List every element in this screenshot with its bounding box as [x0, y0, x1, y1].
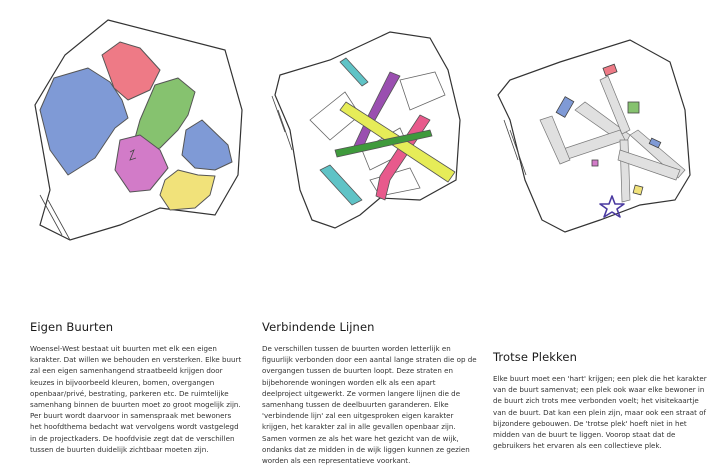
place-yellow: [633, 185, 643, 195]
section-title: Verbindende Lijnen: [262, 320, 375, 334]
map-verbindende-lijnen: [250, 0, 485, 250]
section-trotse-plekken: [493, 350, 708, 451]
section-title: Trotse Plekken: [493, 350, 577, 364]
section-verbindende-lijnen: [262, 320, 477, 466]
map-eigen-buurten: [10, 0, 250, 250]
section-body: Woensel-West bestaat uit buurten met elk een eigen karakter. Dat willen we behouden en versterken. Elke buurt zal een eigen samenhangend straatbeeld krijgen door keuzes in bijvoorbeeld kleuren, bomen, overgangen openbaar/privé, bestrating, parkeren etc. De ruimtelijke samenhang binnen de buurten moet zo groot mogelijk zijn. Per buurt wordt daarvoor in samenspraak met bewoners het hoofdthema bedacht wat vervolgens wordt vastgelegd in de projectkaders. De hoofdvisie zegt dat de verschillen tussen de buurten duidelijk zichtbaar moeten zijn.: [30, 344, 242, 454]
map-trotse-plekken: [480, 0, 722, 250]
place-green: [628, 102, 639, 113]
district-outline: [498, 40, 690, 232]
place-pink: [592, 160, 598, 166]
section-eigen-buurten: [30, 320, 245, 455]
section-body: De verschillen tussen de buurten worden letterlijk en figuurlijk verbonden door een aantal lange straten die op de overgangen tussen de buurten loopt. Deze straten en bijbehorende woningen worden elk als een apart deelproject uitgewerkt. Ze vormen langere lijnen die de samenhang tussen de deelbuurten garanderen. Elke 'verbindende lijn' zal een uitgesproken eigen karakter krijgen, het karakter zal in alle gevallen openbaar zijn. Samen vormen ze als het ware het gezicht van de wijk, ondanks dat ze midden in de wijk liggen kunnen ze gezien worden als een representatieve voorkant.: [262, 344, 477, 466]
section-body: Elke buurt moet een 'hart' krijgen; een plek die het karakter van de buurt samenvat; een plek ook waar elke bewoner in de buurt zich trots mee verbonden voelt; het visitekaartje van de buurt. Dat kan een plein zijn, maar ook een straat of bijzondere gebouwen. De 'trotse plek' hoeft niet in het midden van de buurt te liggen. Voorop staat dat de gebruikers het ervaren als een collectieve plek.: [493, 374, 707, 451]
section-title: Eigen Buurten: [30, 320, 114, 334]
